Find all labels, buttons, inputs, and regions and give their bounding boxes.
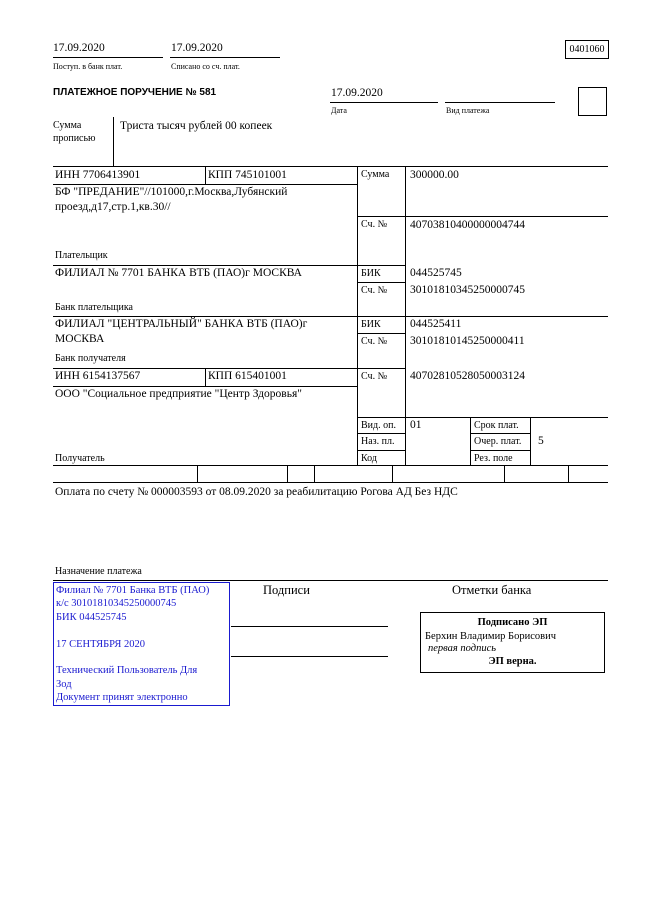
amount-label: Сумма [361, 169, 390, 180]
debited-date: 17.09.2020 [171, 42, 223, 54]
stamp-line [56, 624, 227, 637]
purpose-label: Назначение платежа [55, 566, 142, 577]
payer-account-label: Сч. № [361, 219, 388, 230]
recipient-bank-bik: 044525411 [410, 318, 462, 330]
amount-words-label: Сумма [53, 120, 82, 131]
stamp-line: БИК 044525745 [56, 611, 127, 623]
recipient-bank-label: Банк получателя [55, 353, 126, 364]
payer-bank-account-label: Сч. № [361, 285, 388, 296]
code-label: Код [361, 453, 377, 464]
amount-words: Триста тысяч рублей 00 копеек [120, 120, 273, 132]
op-type: 01 [410, 419, 422, 431]
document-date: 17.09.2020 [331, 87, 383, 99]
purpose-code-label: Наз. пл. [361, 436, 395, 447]
payer-bank-bik-label: БИК [361, 268, 381, 279]
priority-label: Очер. плат. [474, 436, 522, 447]
priority: 5 [538, 435, 544, 447]
stamp-line: Филиал № 7701 Банка ВТБ (ПАО) [56, 585, 210, 596]
recipient-account-label: Сч. № [361, 371, 388, 382]
received-label: Поступ. в банк плат. [53, 62, 123, 71]
recipient-name: ООО "Социальное предприятие "Центр Здоровья" [55, 388, 302, 400]
payer-bank-name: ФИЛИАЛ № 7701 БАНКА ВТБ (ПАО)г МОСКВА [55, 267, 302, 279]
recipient-bank-bik-label: БИК [361, 319, 381, 330]
payer-account: 40703810400000004744 [410, 219, 525, 231]
bank-marks-label: Отметки банка [452, 583, 532, 597]
stamp-line [56, 651, 227, 664]
payer-inn: ИНН 7706413901 [55, 169, 141, 181]
payer-address: проезд,д17,стр.1,кв.30// [55, 201, 171, 213]
esign-title: Подписано ЭП [477, 617, 548, 628]
stamp-line: 17 СЕНТЯБРЯ 2020 [56, 638, 145, 650]
payer-bank-bik: 044525745 [410, 267, 462, 279]
esign-role: первая подпись [428, 643, 497, 654]
signatures-label: Подписи [263, 583, 310, 597]
payer-name: БФ "ПРЕДАНИЕ"//101000,г.Москва,Лубянский [55, 186, 288, 198]
page-title: ПЛАТЕЖНОЕ ПОРУЧЕНИЕ № 581 [53, 87, 217, 98]
recipient-bank-account-label: Сч. № [361, 336, 388, 347]
recipient-inn: ИНН 6154137567 [55, 370, 141, 382]
recipient-kpp: КПП 615401001 [208, 370, 287, 382]
payer-kpp: КПП 745101001 [208, 169, 287, 181]
payer-bank-account: 30101810345250000745 [410, 284, 525, 296]
reserve-label: Рез. поле [474, 453, 513, 464]
recipient-account: 40702810528050003124 [410, 370, 525, 382]
stamp-line: Документ принят электронно [56, 692, 188, 704]
recipient-bank-account: 30101810145250000411 [410, 335, 525, 347]
amount-words-label-2: прописью [53, 133, 96, 144]
bank-stamp [53, 582, 230, 706]
date-label: Дата [331, 106, 347, 115]
esign-status: ЭП верна. [488, 656, 537, 667]
payer-bank-label: Банк плательщика [55, 302, 133, 313]
stamp-line: Зод [56, 678, 72, 690]
form-code: 0401060 [565, 40, 609, 59]
recipient-label: Получатель [55, 453, 105, 464]
op-type-label: Вид. оп. [361, 420, 396, 431]
amount-value: 300000.00 [410, 169, 459, 181]
stamp-line: Технический Пользователь Для [56, 665, 198, 677]
esign-box [420, 612, 605, 673]
payment-purpose: Оплата по счету № 000003593 от 08.09.2020 за реабилитацию Рогова АД Без НДС [55, 486, 458, 498]
payment-type-box [578, 87, 607, 116]
debited-label: Списано со сч. плат. [171, 62, 240, 71]
received-date: 17.09.2020 [53, 42, 105, 54]
due-label: Срок плат. [474, 420, 519, 431]
recipient-bank-city: МОСКВА [55, 333, 105, 345]
stamp-line: к/с 30101810345250000745 [56, 598, 177, 610]
payment-type-label: Вид платежа [446, 106, 490, 115]
esign-name: Берхин Владимир Борисович [425, 631, 556, 642]
recipient-bank-name: ФИЛИАЛ "ЦЕНТРАЛЬНЫЙ" БАНКА ВТБ (ПАО)г [55, 318, 308, 330]
payer-label: Плательщик [55, 250, 108, 261]
